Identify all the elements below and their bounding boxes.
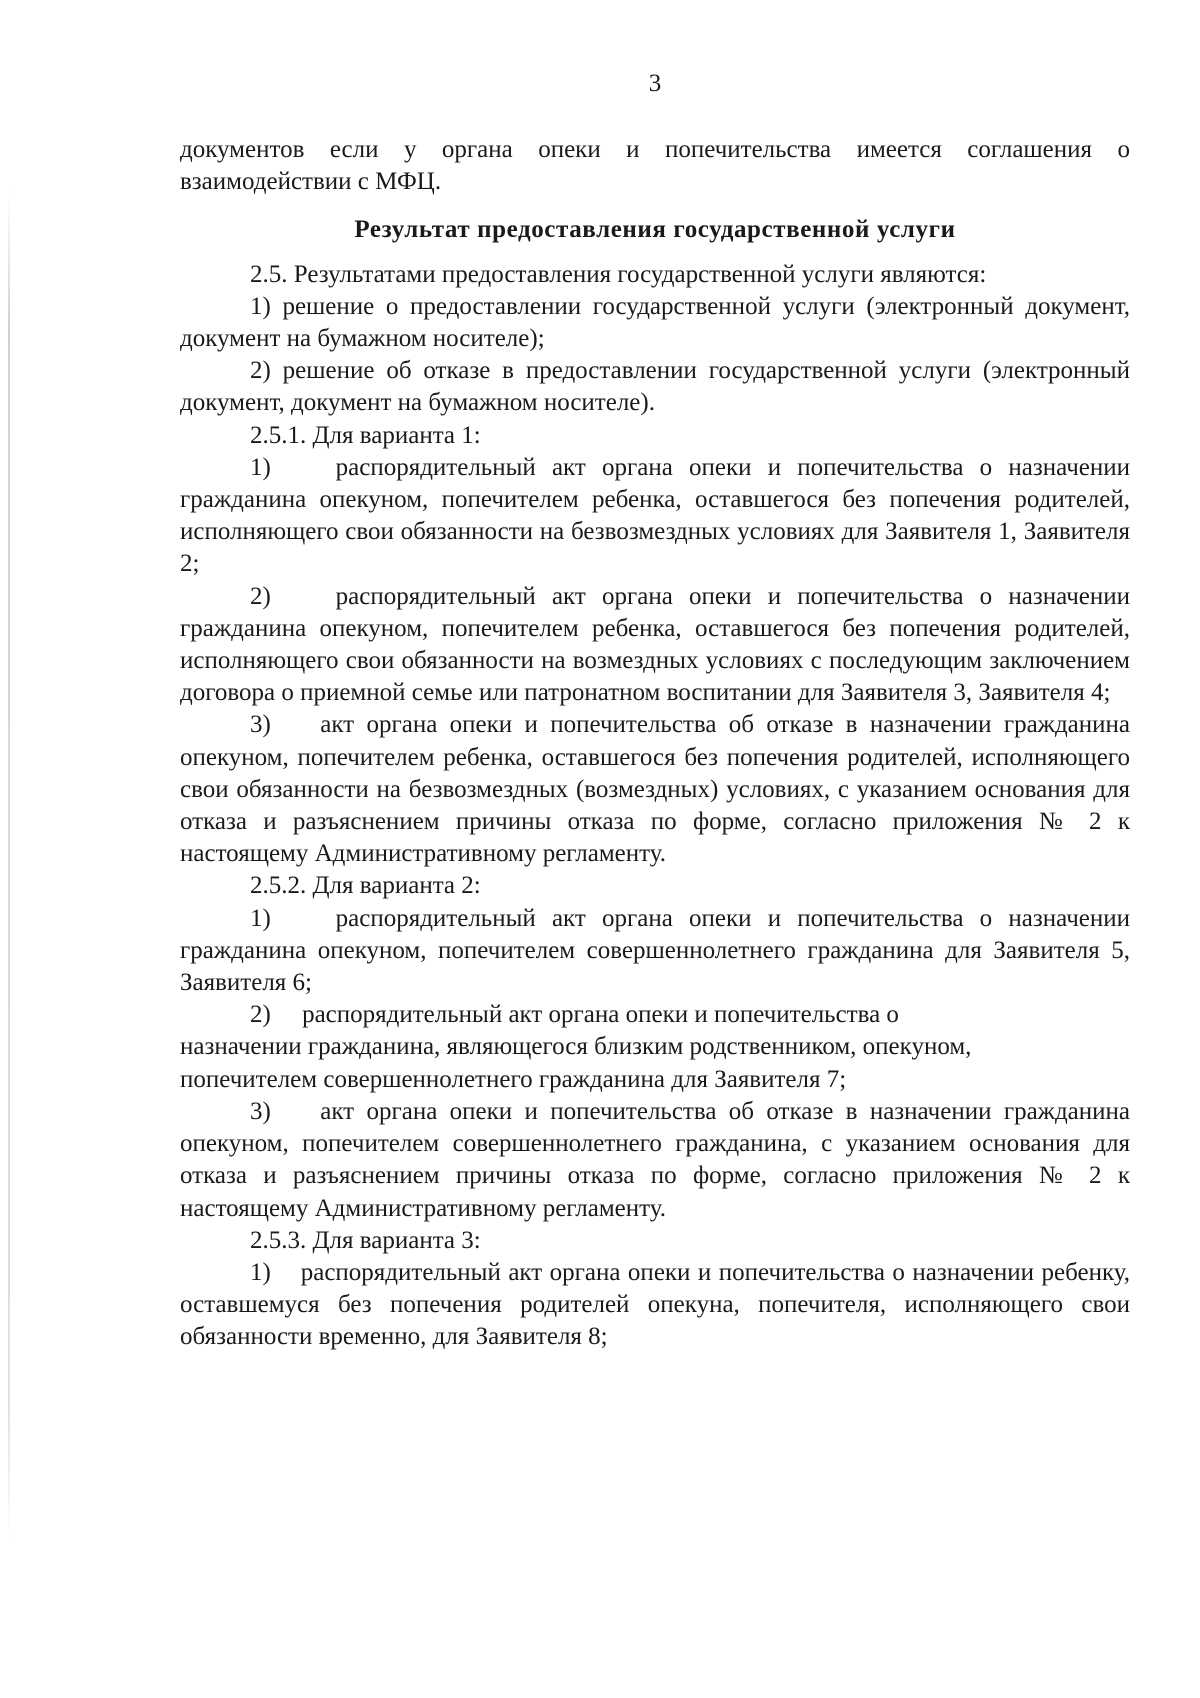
page-number: 3 xyxy=(648,70,662,97)
paragraph-2-5: 2.5. Результатами предоставления государственной услуги являются: xyxy=(250,260,987,288)
paragraph-2-5-2: 2.5.2. Для варианта 2: xyxy=(250,872,481,900)
section-heading: Результат предоставления государственной услуги xyxy=(354,216,956,244)
paragraph-2-5-2-item-2-line-3: попечителем совершеннолетнего гражданина для Заявителя 7; xyxy=(180,1065,847,1093)
paragraph-2-5-3-item-1: 1) распорядительный акт органа опеки и попечительства о назначении ребенку, оставшемуся без попечения родителей опекуна, попечителя, исполняющего свои обязанности временно, для Заявителя 8; xyxy=(180,1258,1130,1351)
paragraph-2-5-1-item-3: 3) акт органа опеки и попечительства об отказе в назначении гражданина опекуном, попечителем ребенка, оставшегося без попечения родителей, исполняющего свои обязанности на безвозмездных (возмездных) условиях, с указанием основания для отказа и разъяснением причины отказа по форме, согласно приложения № 2 к настоящему Административному регламенту. xyxy=(180,711,1130,868)
paragraph-continuation: документов если у органа опеки и попечительства имеется соглашения о взаимодействии с МФЦ. xyxy=(180,136,1130,196)
paragraph-2-5-1-item-2: 2) распорядительный акт органа опеки и попечительства о назначении гражданина опекуном, попечителем ребенка, оставшегося без попечения родителей, исполняющего свои обязанности на возмездных условиях с последующим заключением договора о приемной семье или патронатном воспитании для Заявителя 3, Заявителя 4; xyxy=(180,582,1130,707)
paragraph-2-5-item-2: 2) решение об отказе в предоставлении государственной услуги (электронный документ, документ на бумажном носителе). xyxy=(180,357,1130,417)
paragraph-2-5-3: 2.5.3. Для варианта 3: xyxy=(250,1226,481,1254)
paragraph-2-5-1: 2.5.1. Для варианта 1: xyxy=(250,421,481,449)
scan-edge-shadow xyxy=(8,190,10,1540)
paragraph-2-5-2-item-3: 3) акт органа опеки и попечительства об отказе в назначении гражданина опекуном, попечителем совершеннолетнего гражданина, с указанием основания для отказа и разъяснением причины отказа по форме, согласно приложения № 2 к настоящему Административному регламенту. xyxy=(180,1097,1130,1222)
paragraph-2-5-item-1: 1) решение о предоставлении государственной услуги (электронный документ, документ на бумажном носителе); xyxy=(180,292,1130,353)
paragraph-2-5-1-item-1: 1) распорядительный акт органа опеки и попечительства о назначении гражданина опекуном, попечителем ребенка, оставшегося без попечения родителей, исполняющего свои обязанности на безвозмездных условиях для Заявителя 1, Заявителя 2; xyxy=(180,453,1130,578)
paragraph-2-5-2-item-1: 1) распорядительный акт органа опеки и попечительства о назначении гражданина опекуном, попечителем совершеннолетнего гражданина для Заявителя 5, Заявителя 6; xyxy=(180,904,1130,997)
paragraph-2-5-2-item-2-line-2: назначении гражданина, являющегося близким родственником, опекуном, xyxy=(180,1033,972,1061)
paragraph-2-5-2-item-2-line-1: 2) распорядительный акт органа опеки и попечительства о xyxy=(250,1001,899,1029)
document-body xyxy=(180,134,1130,1354)
